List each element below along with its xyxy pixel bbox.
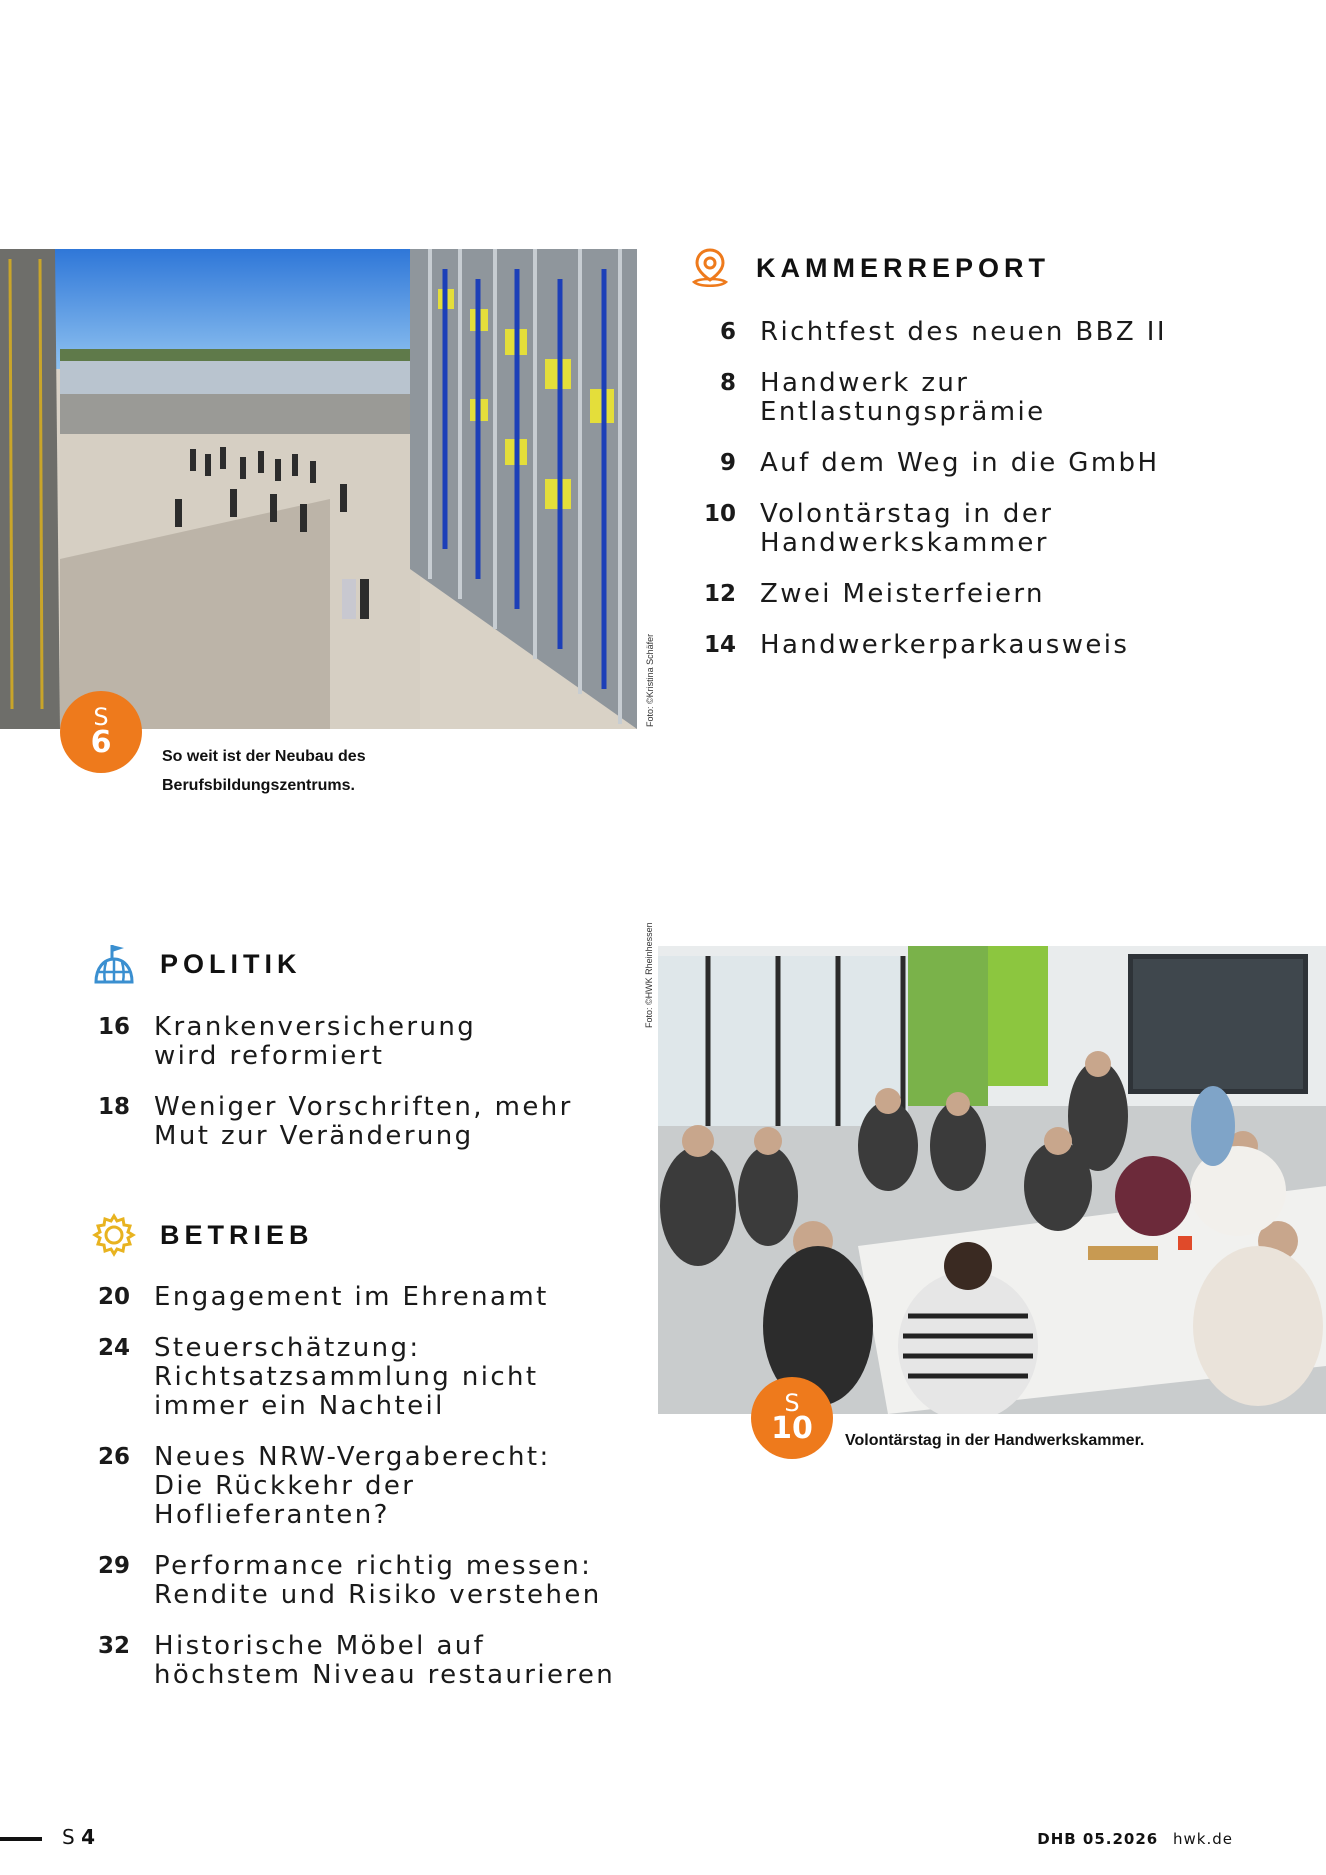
toc-page-number: 26 bbox=[97, 1444, 130, 1470]
toc-page-number: 12 bbox=[703, 581, 736, 607]
toc-title: Steuerschätzung: Richtsatzsammlung nicht immer ein Nachteil bbox=[154, 1333, 539, 1421]
toc-item[interactable] bbox=[70, 1552, 650, 1610]
badge-prefix: S bbox=[784, 1389, 800, 1417]
toc-page-number: 18 bbox=[97, 1094, 130, 1120]
toc-item[interactable] bbox=[676, 369, 1306, 427]
section-betrieb-header bbox=[92, 1213, 314, 1257]
toc-item[interactable] bbox=[70, 1283, 650, 1312]
badge-prefix: S bbox=[93, 703, 109, 731]
toc-kammerreport bbox=[676, 318, 1306, 682]
toc-title: Performance richtig messen: Rendite und Risiko verstehen bbox=[154, 1551, 602, 1610]
issue-label: DHB 05.2026 bbox=[1037, 1830, 1159, 1848]
toc-title: Auf dem Weg in die GmbH bbox=[760, 448, 1160, 478]
toc-page-number: 10 bbox=[703, 501, 736, 527]
toc-item[interactable] bbox=[676, 318, 1306, 347]
toc-page-number: 24 bbox=[97, 1335, 130, 1361]
toc-item[interactable] bbox=[70, 1334, 650, 1421]
workshop-photo bbox=[658, 946, 1326, 1417]
photo-credit: Foto: ©HWK Rheinhessen bbox=[644, 922, 654, 1028]
toc-title: Engagement im Ehrenamt bbox=[154, 1282, 549, 1312]
toc-page-number: 9 bbox=[719, 450, 736, 476]
toc-politik bbox=[70, 1013, 630, 1173]
toc-item[interactable] bbox=[70, 1632, 650, 1690]
toc-page-number: 16 bbox=[97, 1014, 130, 1040]
toc-item[interactable] bbox=[676, 631, 1306, 660]
section-title: KAMMERREPORT bbox=[756, 252, 1050, 283]
photo-caption: So weit ist der Neubau des Berufsbildungszentrums. bbox=[162, 748, 366, 794]
page-prefix: S bbox=[62, 1825, 75, 1849]
toc-title: Historische Möbel auf höchstem Niveau restaurieren bbox=[154, 1631, 616, 1690]
toc-title: Zwei Meisterfeiern bbox=[760, 579, 1045, 609]
footer-rule bbox=[0, 1837, 42, 1841]
toc-title: Richtfest des neuen BBZ II bbox=[760, 317, 1167, 347]
toc-betrieb bbox=[70, 1283, 650, 1712]
badge-page-number: 6 bbox=[90, 725, 112, 760]
toc-title: Handwerk zur Entlastungsprämie bbox=[760, 368, 1046, 427]
page-ref-badge bbox=[60, 691, 142, 773]
toc-title: Handwerkerparkausweis bbox=[760, 630, 1130, 660]
toc-page-number: 29 bbox=[97, 1553, 130, 1579]
toc-item[interactable] bbox=[676, 580, 1306, 609]
location-pin-icon bbox=[688, 246, 732, 290]
photo-caption: Volontärstag in der Handwerkskammer. bbox=[845, 1432, 1145, 1449]
toc-item[interactable] bbox=[676, 449, 1306, 478]
section-title: BETRIEB bbox=[160, 1219, 314, 1250]
photo-credit: Foto: ©Kristina Schäfer bbox=[645, 633, 655, 727]
toc-item[interactable] bbox=[70, 1093, 630, 1151]
construction-photo bbox=[0, 249, 637, 729]
section-politik-header bbox=[92, 942, 302, 986]
toc-title: Weniger Vorschriften, mehr Mut zur Veränderung bbox=[154, 1092, 573, 1151]
toc-page-number: 32 bbox=[97, 1633, 130, 1659]
toc-title: Volontärstag in der Handwerkskammer bbox=[760, 499, 1054, 558]
footer-meta bbox=[1037, 1830, 1233, 1848]
website-label[interactable]: hwk.de bbox=[1173, 1830, 1233, 1848]
gear-icon bbox=[92, 1213, 136, 1257]
toc-title: Neues NRW-Vergaberecht: Die Rückkehr der Hoflieferanten? bbox=[154, 1442, 551, 1530]
page-number bbox=[62, 1825, 95, 1849]
toc-page-number: 14 bbox=[703, 632, 736, 658]
page-ref-badge bbox=[751, 1377, 833, 1459]
badge-page-number: 10 bbox=[771, 1411, 813, 1446]
toc-item[interactable] bbox=[70, 1443, 650, 1530]
toc-item[interactable] bbox=[70, 1013, 630, 1071]
toc-item[interactable] bbox=[676, 500, 1306, 558]
toc-page-number: 6 bbox=[719, 319, 736, 345]
toc-title: Krankenversicherung wird reformiert bbox=[154, 1012, 477, 1071]
globe-flag-icon bbox=[92, 942, 136, 986]
toc-page-number: 8 bbox=[719, 370, 736, 396]
toc-page-number: 20 bbox=[97, 1284, 130, 1310]
section-kammerreport-header bbox=[688, 246, 1050, 290]
section-title: POLITIK bbox=[160, 948, 302, 979]
page-num: 4 bbox=[81, 1825, 95, 1849]
